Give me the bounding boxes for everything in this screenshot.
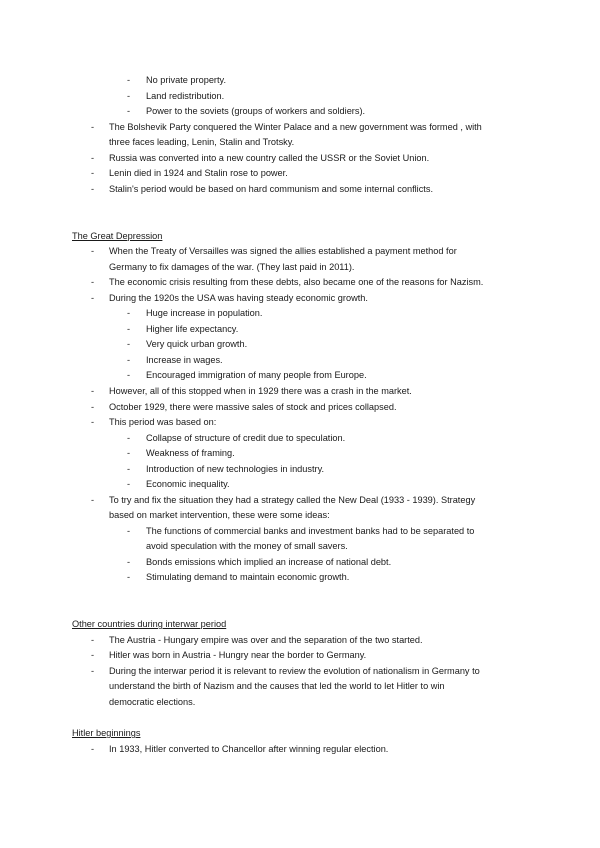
gd-bullet-2: The economic crisis resulting from these debts, also became one of the reasons for Nazism. <box>109 277 484 287</box>
bullet-dash: - <box>91 122 95 132</box>
bullet-dash: - <box>127 433 131 443</box>
intro-bullet-1-line-2: three faces leading, Lenin, Stalin and Trotsky. <box>109 137 295 147</box>
gd-new-deal-idea-2: Bonds emissions which implied an increase of national debt. <box>146 557 392 567</box>
bullet-dash: - <box>127 572 131 582</box>
bullet-dash: - <box>91 744 95 754</box>
intro-sub-bullet-1: No private property. <box>146 75 226 85</box>
bullet-dash: - <box>91 386 95 396</box>
gd-bullet-5: October 1929, there were massive sales of stock and prices collapsed. <box>109 402 397 412</box>
section-heading-other-countries: Other countries during interwar period <box>72 619 227 629</box>
bullet-dash: - <box>127 91 131 101</box>
bullet-dash: - <box>91 635 95 645</box>
intro-sub-bullet-2: Land redistribution. <box>146 91 225 101</box>
bullet-dash: - <box>127 106 131 116</box>
section-heading-great-depression: The Great Depression <box>72 231 163 241</box>
bullet-dash: - <box>127 339 131 349</box>
bullet-dash: - <box>91 650 95 660</box>
bullet-dash: - <box>91 293 95 303</box>
bullet-dash: - <box>127 448 131 458</box>
bullet-dash: - <box>91 168 95 178</box>
bullet-dash: - <box>127 75 131 85</box>
bullet-dash: - <box>91 153 95 163</box>
oc-bullet-2: Hitler was born in Austria - Hungry near the border to Germany. <box>109 650 367 660</box>
bullet-dash: - <box>91 184 95 194</box>
bullet-dash: - <box>91 495 95 505</box>
hitler-bullet-1: In 1933, Hitler converted to Chancellor after winning regular election. <box>109 744 389 754</box>
gd-bullet-6: This period was based on: <box>109 417 217 427</box>
gd-new-deal-idea-3: Stimulating demand to maintain economic growth. <box>146 572 350 582</box>
bullet-dash: - <box>127 370 131 380</box>
gd-period-item-4: Economic inequality. <box>146 479 230 489</box>
gd-bullet-3: During the 1920s the USA was having steady economic growth. <box>109 293 368 303</box>
oc-bullet-3-line-2: understand the birth of Nazism and the causes that led the world to let Hitler to win <box>109 681 445 691</box>
gd-bullet-1-line-1: When the Treaty of Versailles was signed the allies established a payment method for <box>109 246 457 256</box>
bullet-dash: - <box>91 246 95 256</box>
gd-period-item-3: Introduction of new technologies in industry. <box>146 464 325 474</box>
intro-bullet-2: Russia was converted into a new country called the USSR or the Soviet Union. <box>109 153 430 163</box>
gd-period-item-2: Weakness of framing. <box>146 448 235 458</box>
bullet-dash: - <box>91 277 95 287</box>
gd-bullet-7-line-2: based on market intervention, these were some ideas: <box>109 510 330 520</box>
bullet-dash: - <box>91 402 95 412</box>
oc-bullet-1: The Austria - Hungary empire was over and the separation of the two started. <box>109 635 423 645</box>
gd-period-item-1: Collapse of structure of credit due to speculation. <box>146 433 346 443</box>
oc-bullet-3-line-1: During the interwar period it is relevant to review the evolution of nationalism in Germany to <box>109 666 480 676</box>
gd-bullet-7-line-1: To try and fix the situation they had a strategy called the New Deal (1933 - 1939). Strategy <box>109 495 476 505</box>
gd-bullet-4: However, all of this stopped when in 1929 there was a crash in the market. <box>109 386 412 396</box>
bullet-dash: - <box>127 526 131 536</box>
oc-bullet-3-line-3: democratic elections. <box>109 697 196 707</box>
gd-bullet-1-line-2: Germany to fix damages of the war. (They last paid in 2011). <box>109 262 355 272</box>
gd-sub-bullet-5: Encouraged immigration of many people from Europe. <box>146 370 367 380</box>
gd-new-deal-idea-1-line-2: avoid speculation with the money of small savers. <box>146 541 348 551</box>
intro-bullet-1-line-1: The Bolshevik Party conquered the Winter Palace and a new government was formed , with <box>109 122 482 132</box>
bullet-dash: - <box>91 666 95 676</box>
intro-sub-bullet-3: Power to the soviets (groups of workers and soldiers). <box>146 106 366 116</box>
bullet-dash: - <box>127 464 131 474</box>
gd-sub-bullet-3: Very quick urban growth. <box>146 339 248 349</box>
bullet-dash: - <box>127 557 131 567</box>
intro-bullet-4: Stalin's period would be based on hard communism and some internal conflicts. <box>109 184 433 194</box>
gd-sub-bullet-4: Increase in wages. <box>146 355 223 365</box>
section-heading-hitler-beginnings: Hitler beginnings <box>72 728 141 738</box>
bullet-dash: - <box>127 479 131 489</box>
bullet-dash: - <box>127 355 131 365</box>
gd-sub-bullet-2: Higher life expectancy. <box>146 324 239 334</box>
bullet-dash: - <box>127 308 131 318</box>
gd-sub-bullet-1: Huge increase in population. <box>146 308 263 318</box>
intro-bullet-3: Lenin died in 1924 and Stalin rose to power. <box>109 168 288 178</box>
gd-new-deal-idea-1-line-1: The functions of commercial banks and investment banks had to be separated to <box>146 526 475 536</box>
bullet-dash: - <box>127 324 131 334</box>
bullet-dash: - <box>91 417 95 427</box>
